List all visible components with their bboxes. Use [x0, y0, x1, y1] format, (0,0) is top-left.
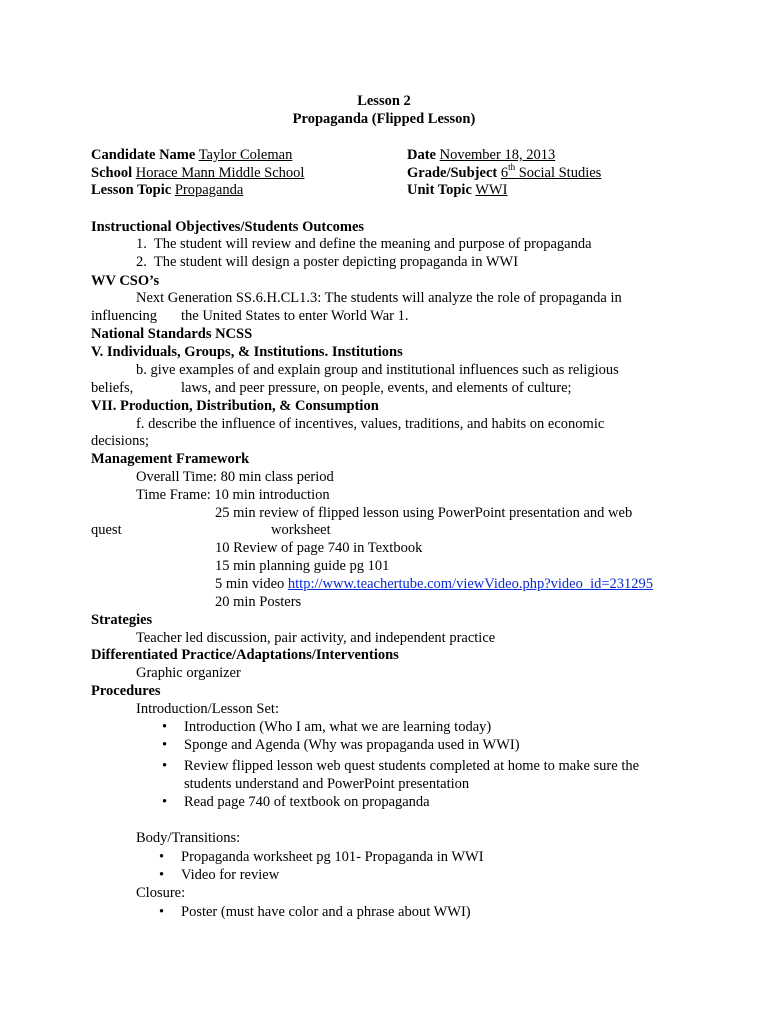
ncss-standard-v-line-1: b. give examples of and explain group and institutional influences such as religious: [136, 362, 619, 378]
cso-text-line-2b: the United States to enter World War 1.: [181, 308, 409, 324]
strategies-text: Teacher led discussion, pair activity, and independent practice: [136, 630, 496, 646]
intro-item-wrap: students understand and PowerPoint presentation: [184, 776, 470, 792]
time-frame-item-1-wrap-a: quest: [91, 522, 122, 538]
intro-label: Introduction/Lesson Set:: [136, 701, 279, 717]
body-item: • Propaganda worksheet pg 101- Propaganda in WWI: [181, 849, 484, 867]
lesson-title: Propaganda (Flipped Lesson): [292, 111, 476, 127]
management-heading: Management Framework: [91, 451, 250, 467]
intro-item: • Sponge and Agenda (Why was propaganda used in WWI): [184, 737, 520, 755]
video-link[interactable]: http://www.teachertube.com/viewVideo.php?video_id=231295: [287, 576, 654, 592]
unit-topic-row: Unit Topic WWI: [407, 182, 508, 198]
closure-item: • Poster (must have color and a phrase about WWI): [181, 904, 471, 922]
candidate-name-value: Taylor Coleman: [198, 147, 293, 163]
ncss-standard-vii-heading: VII. Production, Distribution, & Consumption: [91, 398, 379, 414]
differentiated-text: Graphic organizer: [136, 665, 241, 681]
time-frame-item-3: 15 min planning guide pg 101: [215, 558, 390, 574]
date-value: November 18, 2013: [439, 147, 556, 163]
overall-time: Overall Time: 80 min class period: [136, 469, 334, 485]
body-label: Body/Transitions:: [136, 830, 241, 846]
time-frame: Time Frame: 10 min introduction: [136, 487, 330, 503]
ncss-standard-v-heading: V. Individuals, Groups, & Institutions. Institutions: [91, 344, 403, 360]
strategies-heading: Strategies: [91, 612, 153, 628]
lesson-topic-value: Propaganda: [174, 182, 244, 198]
intro-item: • Introduction (Who I am, what we are learning today): [184, 719, 491, 737]
intro-item: • Read page 740 of textbook on propaganda: [184, 794, 430, 812]
time-frame-item-1: 25 min review of flipped lesson using PowerPoint presentation and web: [215, 505, 633, 521]
time-frame-item-4: 5 min video http://www.teachertube.com/viewVideo.php?video_id=231295: [215, 576, 654, 592]
differentiated-heading: Differentiated Practice/Adaptations/Interventions: [91, 647, 399, 663]
unit-topic-value: WWI: [475, 182, 508, 198]
procedures-heading: Procedures: [91, 683, 161, 699]
ncss-heading: National Standards NCSS: [91, 326, 253, 342]
school-value: Horace Mann Middle School: [135, 165, 305, 181]
time-frame-item-1-wrap-b: worksheet: [271, 522, 331, 538]
lesson-number: Lesson 2: [357, 93, 411, 109]
objective-item-2: 2. The student will design a poster depicting propaganda in WWI: [136, 254, 519, 270]
intro-item: • Review flipped lesson web quest students completed at home to make sure the: [184, 758, 639, 776]
body-item: • Video for review: [181, 867, 279, 885]
school-row: School Horace Mann Middle School: [91, 165, 305, 181]
closure-label: Closure:: [136, 885, 186, 901]
candidate-name-row: Candidate Name Taylor Coleman: [91, 147, 293, 163]
lesson-topic-row: Lesson Topic Propaganda: [91, 182, 244, 198]
ncss-standard-v-line-2a: beliefs,: [91, 380, 134, 396]
ncss-standard-v-line-2b: laws, and peer pressure, on people, events, and elements of culture;: [181, 380, 572, 396]
grade-subject-value: 6th Social Studies: [500, 162, 602, 181]
objective-item-1: 1. The student will review and define the meaning and purpose of propaganda: [136, 236, 592, 252]
ncss-standard-vii-line-1: f. describe the influence of incentives, values, traditions, and habits on economic: [136, 416, 605, 432]
cso-heading: WV CSO’s: [91, 273, 160, 289]
ncss-standard-vii-line-2: decisions;: [91, 433, 149, 449]
grade-subject-row: Grade/Subject 6th Social Studies: [407, 162, 602, 181]
time-frame-item-2: 10 Review of page 740 in Textbook: [215, 540, 423, 556]
cso-text-line-2a: influencing: [91, 308, 158, 324]
cso-text-line-1: Next Generation SS.6.H.CL1.3: The students will analyze the role of propaganda in: [136, 290, 622, 306]
objectives-heading: Instructional Objectives/Students Outcomes: [91, 219, 365, 235]
date-row: Date November 18, 2013: [407, 147, 556, 163]
time-frame-item-5: 20 min Posters: [215, 594, 302, 610]
